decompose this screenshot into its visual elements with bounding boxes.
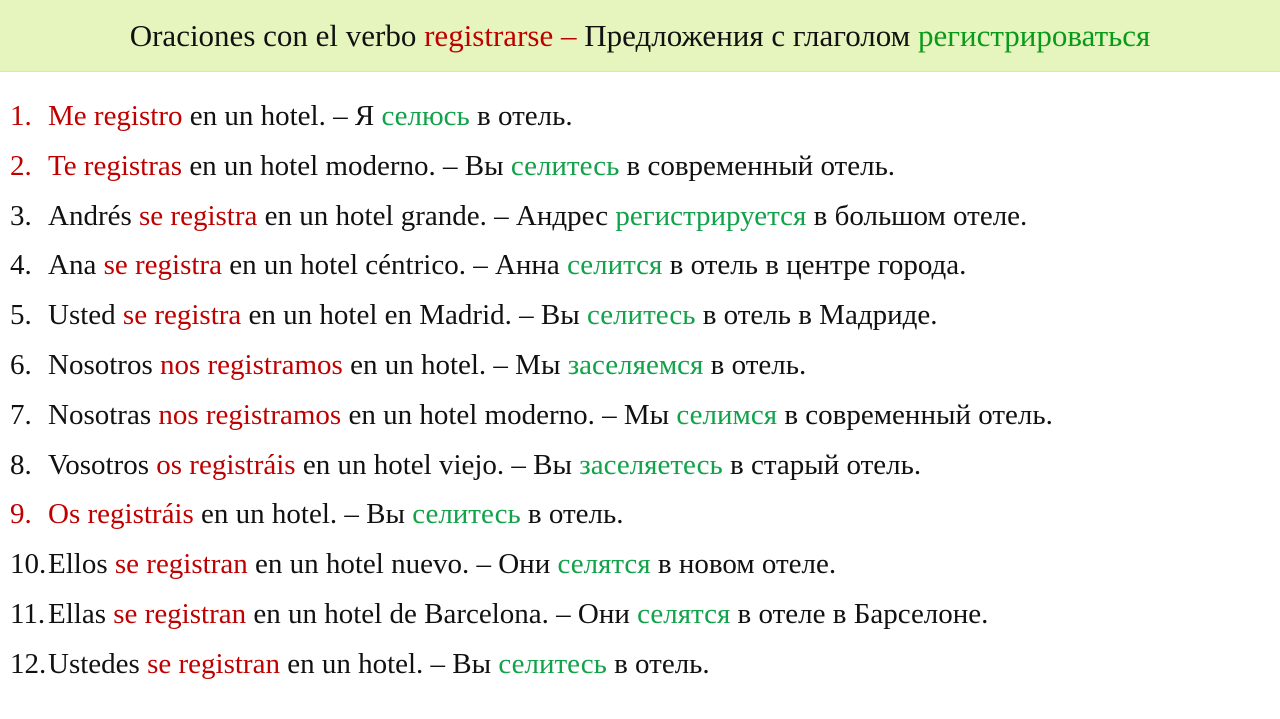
sentence-row [10, 192, 1270, 242]
russian-verb: селятся [557, 548, 651, 581]
sentence-row [10, 590, 1270, 640]
spanish-verb: Me registro [48, 100, 183, 132]
spanish-verb: se registran [114, 548, 248, 581]
sentence-subject: Ellos [48, 548, 115, 581]
title-part1: Oraciones con el verbo [129, 17, 425, 53]
sentence-subject: Nosotras [48, 398, 159, 431]
sentence-subject: Usted [48, 299, 123, 332]
spanish-verb: Os registráis [48, 498, 194, 531]
russian-verb: заселяетесь [579, 448, 723, 481]
russian-verb: селитесь [510, 149, 620, 182]
sentence-subject: Ustedes [48, 647, 148, 680]
sentence-middle: en un hotel de Barcelona. – Они [246, 597, 638, 630]
sentence-middle: en un hotel moderno. – Мы [341, 398, 677, 431]
sentence-number: 4. [10, 249, 32, 282]
sentence-number: 8. [10, 448, 32, 481]
title-verb-russian: регистрироваться [918, 17, 1151, 53]
title-part2: Предложения с глаголом [584, 17, 919, 53]
title-verb-spanish: registrarse [424, 17, 554, 53]
sentence-end: в отель. [520, 498, 624, 531]
sentence-middle: en un hotel céntrico. – Анна [221, 249, 568, 282]
russian-verb: селитесь [412, 498, 521, 531]
sentence-middle: en un hotel. – Мы [342, 348, 568, 381]
sentence-end: в отель. [469, 100, 573, 132]
spanish-verb: se registran [113, 597, 247, 630]
sentence-subject: Vosotros [48, 448, 157, 481]
sentence-row [10, 640, 1270, 690]
sentence-row [10, 540, 1270, 590]
russian-verb: заселяемся [567, 348, 704, 381]
spanish-verb: Te registras [48, 149, 183, 182]
sentence-number: 6. [10, 348, 32, 381]
spanish-verb: se registran [147, 647, 280, 680]
sentence-number: 5. [10, 299, 32, 332]
sentence-row [10, 391, 1270, 441]
sentence-end: в новом отеле. [650, 548, 837, 581]
sentence-number: 9. [10, 498, 32, 531]
title-dash: – [553, 17, 585, 53]
spanish-verb: se registra [139, 199, 258, 232]
russian-verb: регистрируется [615, 199, 807, 232]
sentence-number: 11. [10, 597, 46, 630]
russian-verb: селюсь [381, 100, 470, 132]
russian-verb: селятся [637, 597, 731, 630]
russian-verb: селитесь [586, 299, 696, 332]
sentence-middle: en un hotel en Madrid. – Вы [241, 299, 587, 332]
sentence-number: 7. [10, 398, 32, 431]
sentence-number: 3. [10, 199, 32, 232]
sentence-row [10, 241, 1270, 291]
sentence-subject: Andrés [48, 199, 140, 232]
russian-verb: селитесь [498, 647, 607, 680]
sentence-row [10, 291, 1270, 341]
sentence-middle: en un hotel. – Вы [279, 647, 499, 680]
sentence-end: в отель в центре города. [662, 249, 967, 282]
sentence-end: в отель. [703, 348, 807, 381]
sentence-subject: Ana [48, 249, 104, 282]
page-title [0, 0, 1280, 72]
sentence-middle: en un hotel. – Вы [193, 498, 413, 531]
sentence-subject: Ellas [48, 597, 114, 630]
sentence-row [10, 441, 1270, 491]
sentence-end: в отеле в Барселоне. [730, 597, 989, 630]
sentence-subject: Nosotros [48, 348, 160, 381]
sentence-number: 1. [10, 100, 32, 132]
sentence-end: в современный отель. [777, 398, 1053, 431]
spanish-verb: se registra [122, 299, 242, 332]
sentence-middle: en un hotel. – Я [182, 100, 382, 132]
sentence-row [10, 490, 1270, 540]
sentence-list [10, 92, 1270, 690]
sentence-number: 12. [10, 647, 47, 680]
sentence-row [10, 341, 1270, 391]
russian-verb: селимся [676, 398, 778, 431]
spanish-verb: nos registramos [158, 398, 342, 431]
sentence-row [10, 92, 1270, 142]
sentence-number: 2. [10, 149, 32, 182]
sentence-end: в большом отеле. [806, 199, 1028, 232]
sentence-middle: en un hotel viejo. – Вы [295, 448, 580, 481]
sentence-end: в старый отель. [722, 448, 922, 481]
spanish-verb: nos registramos [159, 348, 343, 381]
spanish-verb: os registráis [156, 448, 296, 481]
sentence-row [10, 142, 1270, 192]
sentence-end: в отель. [606, 647, 710, 680]
sentence-number: 10. [10, 548, 47, 581]
sentence-middle: en un hotel moderno. – Вы [182, 149, 511, 182]
spanish-verb: se registra [103, 249, 222, 282]
sentence-end: в отель в Мадриде. [695, 299, 938, 332]
sentence-end: в современный отель. [619, 149, 896, 182]
russian-verb: селится [567, 249, 663, 282]
sentence-middle: en un hotel nuevo. – Они [247, 548, 558, 581]
sentence-middle: en un hotel grande. – Андрес [257, 199, 616, 232]
